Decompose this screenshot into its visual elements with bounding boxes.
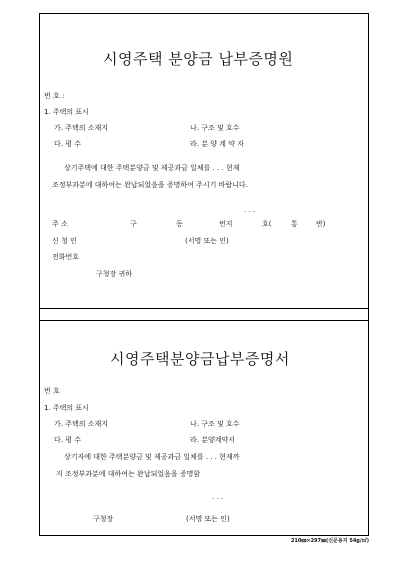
certificate-title: 시영주택분양금납부증명서 bbox=[110, 350, 290, 368]
address-ban: 반) bbox=[316, 220, 326, 228]
certificate-area-label: 다. 평 수 bbox=[54, 436, 81, 444]
section-divider-bottom bbox=[39, 320, 369, 321]
certificate-date: . . . bbox=[212, 493, 224, 501]
certificate-body-line1: 상기자에 대한 주택분양금 및 제공과금 일체를 . . . 현재까 bbox=[64, 453, 240, 461]
certificate-signer: 구청장 bbox=[93, 515, 114, 523]
certificate-contract-label: 라. 분양계약서 bbox=[190, 436, 236, 444]
paper-spec-footer: 210㎜×297㎜(신문용지 54g/㎡) bbox=[290, 538, 369, 544]
application-structure-label: 나. 구조 및 호수 bbox=[190, 124, 240, 132]
applicant-address-label: 주 소 bbox=[52, 220, 68, 228]
applicant-label: 신 청 인 bbox=[52, 237, 77, 245]
applicant-signature: (서명 또는 인) bbox=[185, 237, 229, 245]
address-tong: 통 bbox=[291, 220, 298, 228]
certificate-body-line2: 지 조정부과분에 대하여는 완납되었음을 증명함 bbox=[56, 470, 201, 478]
application-recipient: 구청장 귀하 bbox=[96, 270, 133, 278]
address-bunji: 번지 bbox=[219, 220, 233, 228]
application-body-line1: 상기주택에 대한 주택분양금 및 제공과금 일체를 . . . 현재 bbox=[64, 164, 240, 172]
application-body-line2: 조정부과분에 대하여는 완납되었음을 증명하여 주시기 바랍니다. bbox=[52, 181, 248, 189]
certificate-signature: (서명 또는 인) bbox=[186, 515, 230, 523]
application-area-label: 다. 평 수 bbox=[54, 140, 81, 148]
application-location-label: 가. 주택의 소재지 bbox=[54, 124, 109, 132]
address-gu: 구 bbox=[130, 220, 137, 228]
certificate-number-label: 번 호 bbox=[44, 387, 60, 395]
application-title: 시영주택 분양금 납부증명원 bbox=[103, 50, 294, 68]
address-dong: 동 bbox=[176, 220, 183, 228]
application-contract-label: 라. 분 양 계 약 자 bbox=[190, 140, 244, 148]
certificate-location-label: 가. 주택의 소재지 bbox=[54, 420, 109, 428]
application-housing-label: 1. 주택의 표시 bbox=[44, 108, 89, 116]
section-divider-top bbox=[39, 308, 369, 309]
applicant-phone-label: 전화번호 bbox=[52, 253, 80, 261]
certificate-housing-label: 1. 주택의 표시 bbox=[44, 404, 89, 412]
address-ho: 호( bbox=[262, 220, 272, 228]
application-date: . . . bbox=[244, 206, 256, 214]
application-number-label: 번 호 : bbox=[44, 92, 65, 100]
certificate-structure-label: 나. 구조 및 호수 bbox=[190, 420, 240, 428]
